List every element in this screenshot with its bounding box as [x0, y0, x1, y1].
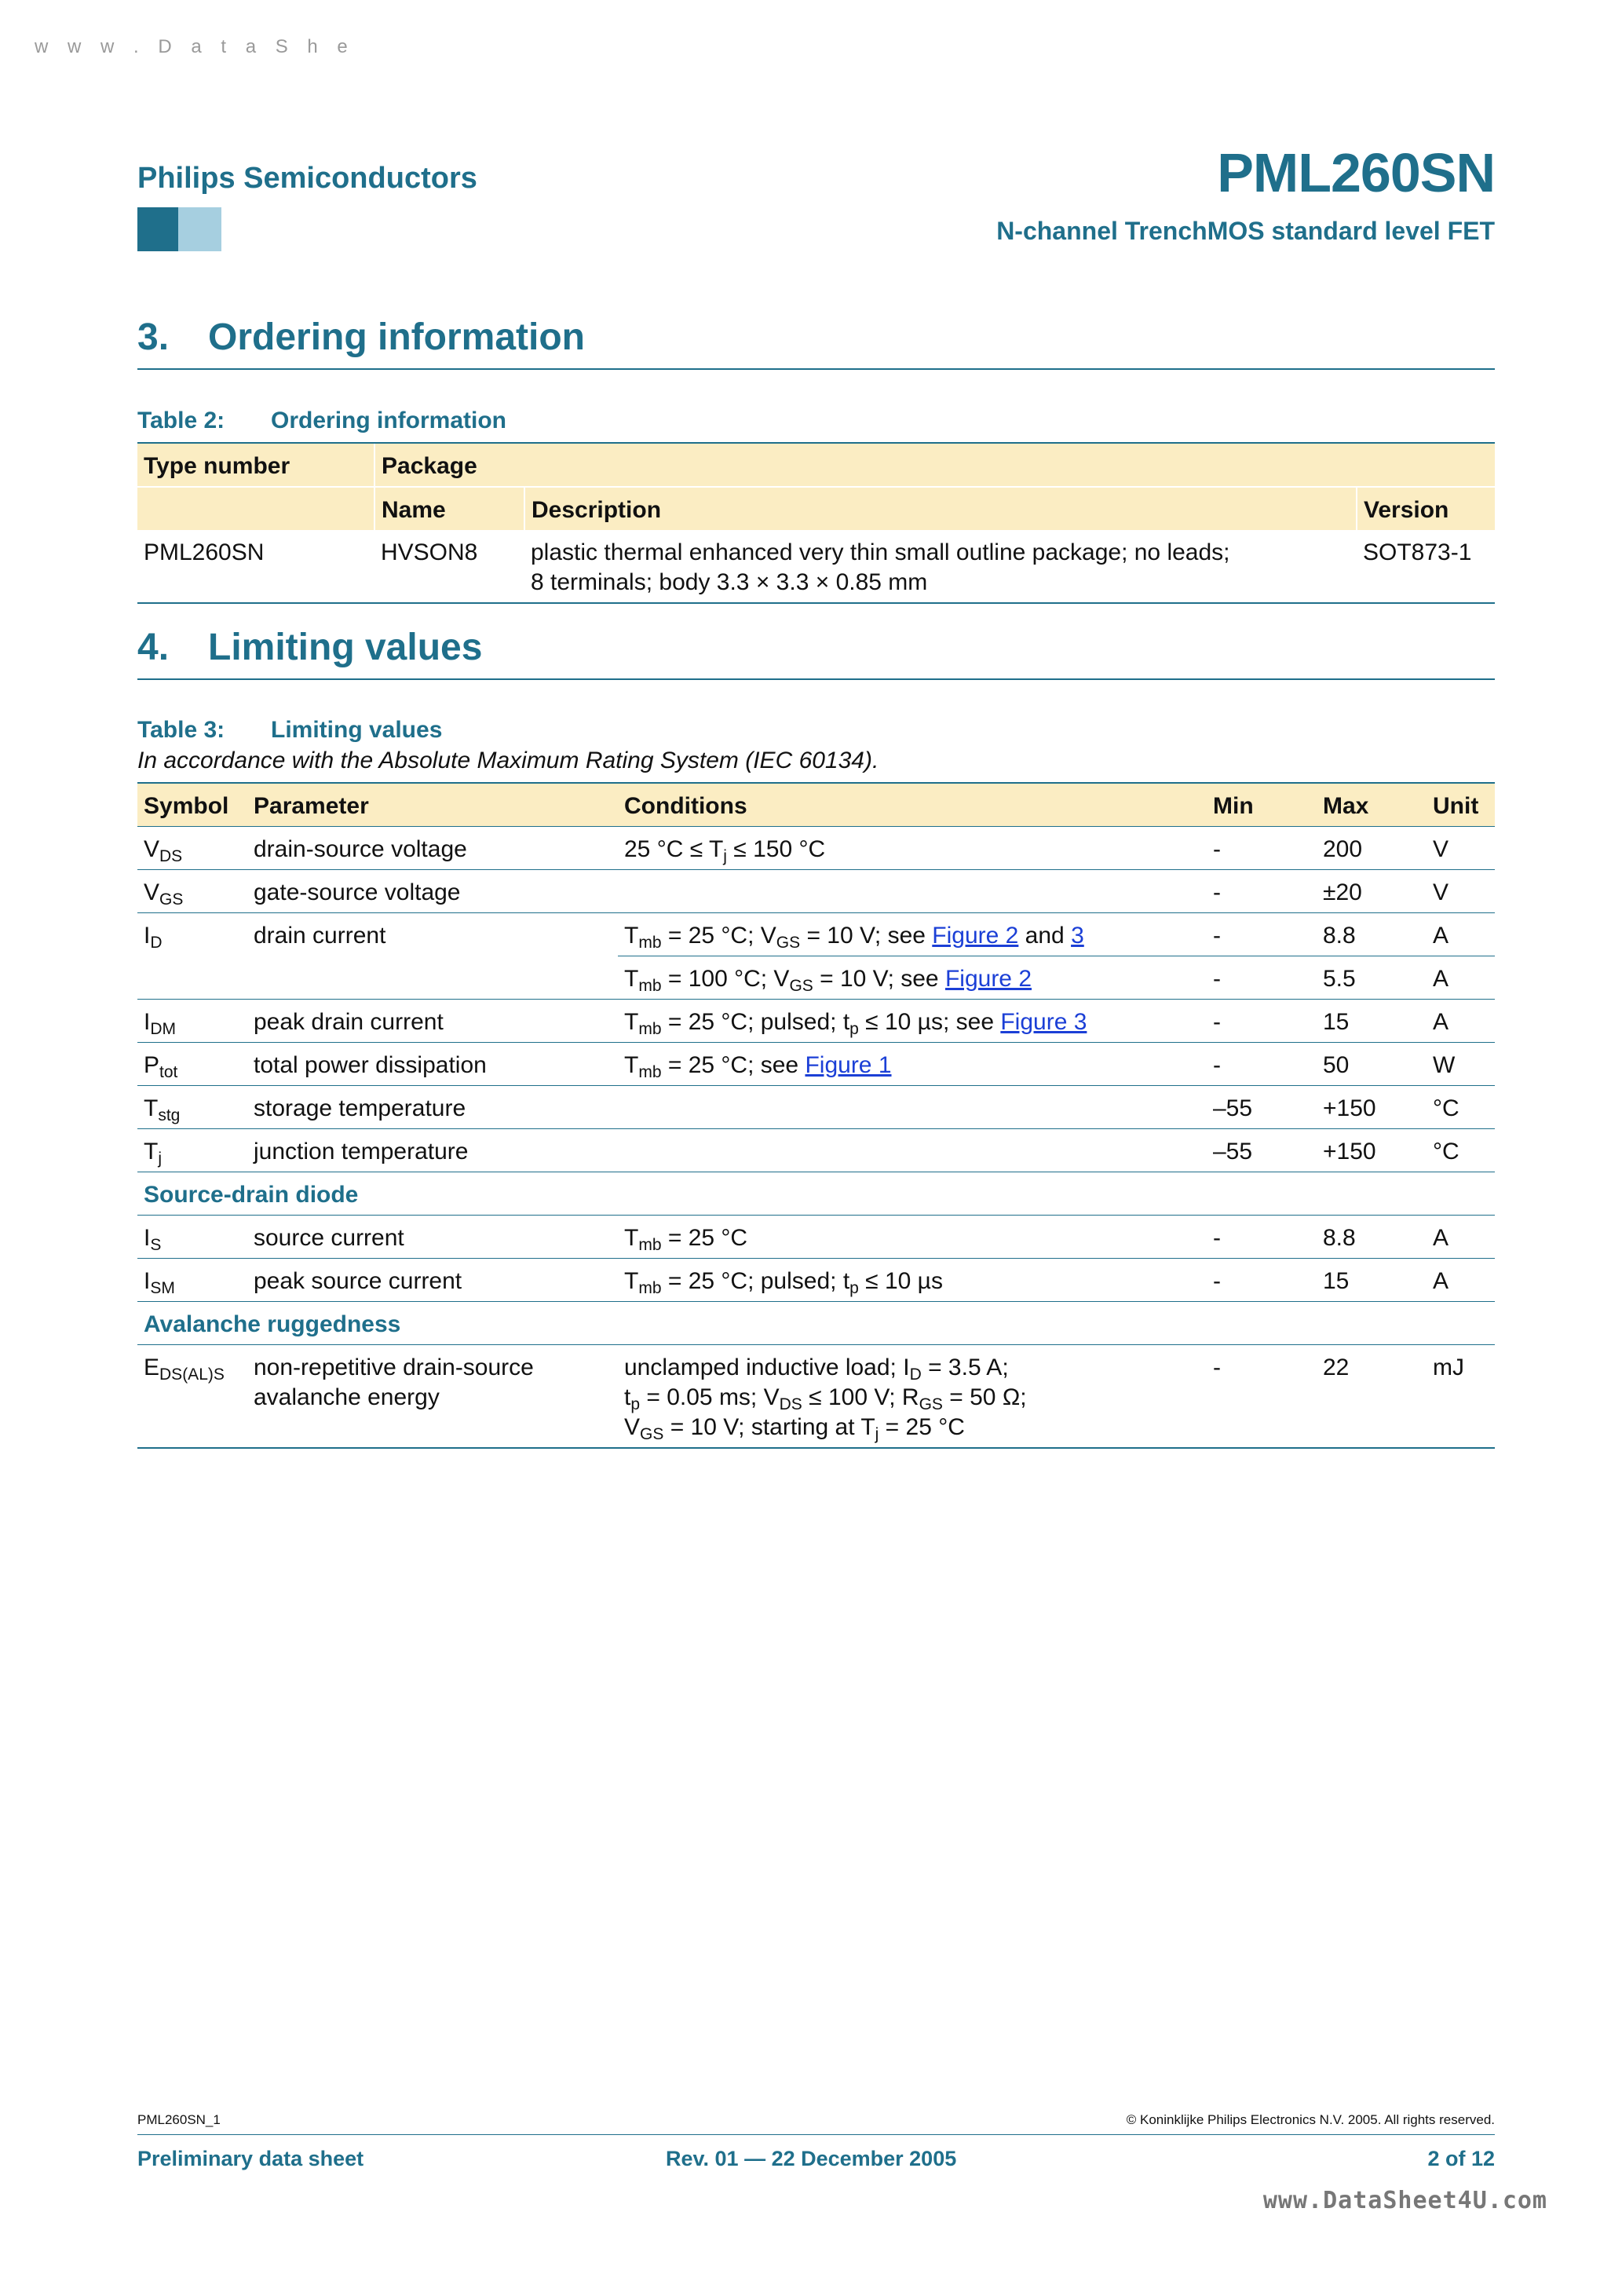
parameter-cell: gate-source voltage — [247, 870, 618, 913]
min-cell: - — [1207, 1000, 1317, 1043]
header-type-number: Type number — [137, 443, 374, 487]
subscript: j — [723, 847, 727, 865]
max-cell: +150 — [1317, 1086, 1427, 1129]
cell-description — [524, 530, 1357, 603]
text: = 25 °C; pulsed; t — [661, 1009, 850, 1035]
parameter-cell: junction temperature — [247, 1129, 618, 1172]
table-row — [137, 1216, 1495, 1259]
parameter-line-1: non-repetitive drain-source — [254, 1355, 534, 1380]
symbol: I — [144, 1225, 151, 1251]
text: T — [624, 1009, 639, 1035]
header-unit: Unit — [1427, 783, 1495, 827]
table-title: Limiting values — [271, 717, 443, 743]
unit-cell: A — [1427, 1259, 1495, 1302]
symbol-subscript: tot — [159, 1063, 178, 1081]
symbol-cell — [137, 1000, 247, 1043]
symbol: V — [144, 836, 160, 862]
header-parameter: Parameter — [247, 783, 618, 827]
section-rule — [137, 678, 1495, 680]
figure-3-link[interactable]: 3 — [1071, 923, 1084, 949]
header-version: Version — [1357, 487, 1495, 530]
table-title: Ordering information — [271, 408, 506, 433]
subscript: DS — [779, 1395, 802, 1413]
symbol: V — [144, 879, 160, 905]
product-subtitle: N-channel TrenchMOS standard level FET — [996, 217, 1495, 245]
unit-cell: °C — [1427, 1129, 1495, 1172]
footer-revision: Rev. 01 — 22 December 2005 — [666, 2147, 957, 2170]
product-title: PML260SN — [1217, 142, 1495, 203]
brand-block-dark — [137, 207, 178, 251]
text: = 0.05 ms; V — [640, 1384, 780, 1410]
unit-cell: A — [1427, 1000, 1495, 1043]
subscript: GS — [789, 977, 813, 995]
footer-rule — [137, 2134, 1495, 2135]
table-3-note: In accordance with the Absolute Maximum Rating System (IEC 60134). — [137, 748, 879, 773]
parameter-cell: source current — [247, 1216, 618, 1259]
text: = 25 °C; see — [661, 1052, 806, 1078]
watermark-top: w w w . D a t a S h e — [35, 36, 355, 57]
description-line-2: 8 terminals; body 3.3 × 3.3 × 0.85 mm — [531, 569, 928, 595]
parameter-cell: peak source current — [247, 1259, 618, 1302]
parameter-cell — [247, 1345, 618, 1449]
symbol-subscript: DM — [150, 1020, 177, 1038]
conditions-line-3 — [624, 1413, 1200, 1442]
max-cell: ±20 — [1317, 870, 1427, 913]
symbol-cell — [137, 827, 247, 870]
header-max: Max — [1317, 783, 1427, 827]
subsection-row — [137, 1302, 1495, 1345]
min-cell: - — [1207, 1216, 1317, 1259]
text: V — [624, 1414, 641, 1440]
header-min: Min — [1207, 783, 1317, 827]
footer-copyright: © Koninklijke Philips Electronics N.V. 2005. All rights reserved. — [1126, 2112, 1495, 2127]
table-row — [137, 870, 1495, 913]
text: and — [1018, 923, 1072, 949]
text: = 10 V; see — [813, 966, 945, 992]
unit-cell: A — [1427, 956, 1495, 1000]
text: = 25 °C; V — [661, 923, 776, 949]
header-symbol: Symbol — [137, 783, 247, 827]
symbol: E — [144, 1355, 160, 1380]
min-cell: –55 — [1207, 1129, 1317, 1172]
subscript: p — [849, 1020, 859, 1038]
symbol-cell — [137, 870, 247, 913]
table-row — [137, 913, 1495, 956]
subscript: mb — [638, 1279, 662, 1297]
table-3-caption — [137, 717, 442, 744]
symbol-cell — [137, 1259, 247, 1302]
text: ≤ 150 °C — [726, 836, 826, 862]
section-3-heading — [137, 316, 585, 359]
company-name: Philips Semiconductors — [137, 162, 477, 195]
symbol-subscript: DS — [159, 847, 183, 865]
symbol-cell — [137, 1345, 247, 1449]
avalanche-heading: Avalanche ruggedness — [137, 1302, 1495, 1345]
unit-cell: A — [1427, 913, 1495, 956]
max-cell: 15 — [1317, 1259, 1427, 1302]
cell-name: HVSON8 — [374, 530, 524, 603]
text: = 25 °C — [879, 1414, 965, 1440]
text: ≤ 10 µs — [858, 1268, 943, 1294]
symbol-subscript: j — [158, 1150, 162, 1168]
footer-page: 2 of 12 — [1427, 2147, 1495, 2170]
subscript: mb — [638, 977, 662, 995]
footer-status: Preliminary data sheet — [137, 2147, 364, 2170]
figure-2-link[interactable]: Figure 2 — [932, 923, 1019, 949]
text: T — [624, 1225, 639, 1251]
min-cell: - — [1207, 913, 1317, 956]
conditions-line-1 — [624, 1353, 1200, 1383]
max-cell: 22 — [1317, 1345, 1427, 1449]
text: = 25 °C; pulsed; t — [661, 1268, 850, 1294]
max-cell: +150 — [1317, 1129, 1427, 1172]
min-cell: –55 — [1207, 1086, 1317, 1129]
symbol-subscript: DS(AL)S — [159, 1366, 225, 1384]
symbol-subscript: GS — [159, 890, 184, 909]
text: ≤ 100 V; R — [802, 1384, 919, 1410]
subscript: mb — [638, 934, 662, 952]
table-row — [137, 827, 1495, 870]
subscript: D — [909, 1366, 922, 1384]
header-description: Description — [524, 487, 1357, 530]
unit-cell: W — [1427, 1043, 1495, 1086]
subscript: GS — [776, 934, 801, 952]
parameter-cell: drain-source voltage — [247, 827, 618, 870]
parameter-cell: storage temperature — [247, 1086, 618, 1129]
text: = 10 V; see — [800, 923, 933, 949]
symbol-cell — [137, 1129, 247, 1172]
unit-cell: V — [1427, 827, 1495, 870]
parameter-cell: total power dissipation — [247, 1043, 618, 1086]
table-row — [137, 1043, 1495, 1086]
cell-type-number: PML260SN — [137, 530, 374, 603]
symbol: I — [144, 1009, 151, 1035]
source-drain-heading: Source-drain diode — [137, 1172, 1495, 1216]
text: unclamped inductive load; I — [624, 1355, 910, 1380]
symbol-cell — [137, 1086, 247, 1129]
description-line-1: plastic thermal enhanced very thin small outline package; no leads; — [531, 539, 1230, 565]
conditions-cell — [618, 1345, 1207, 1449]
table-2-caption — [137, 408, 506, 434]
max-cell: 200 — [1317, 827, 1427, 870]
symbol: T — [144, 1095, 159, 1121]
parameter-cell: drain current — [247, 913, 618, 956]
table-row — [137, 956, 1495, 1000]
max-cell: 5.5 — [1317, 956, 1427, 1000]
header-package: Package — [374, 443, 1495, 487]
max-cell: 8.8 — [1317, 1216, 1427, 1259]
text: T — [624, 1052, 639, 1078]
min-cell: - — [1207, 956, 1317, 1000]
conditions-cell — [618, 1086, 1207, 1129]
table-row — [137, 1129, 1495, 1172]
watermark-bottom: www.DataSheet4U.com — [1262, 2187, 1547, 2214]
symbol: I — [144, 923, 151, 949]
conditions-cell — [618, 1216, 1207, 1259]
unit-cell: A — [1427, 1216, 1495, 1259]
symbol-subscript: D — [150, 934, 163, 952]
subscript: p — [630, 1395, 641, 1413]
figure-2-link[interactable]: Figure 2 — [944, 966, 1032, 992]
subscript: GS — [640, 1425, 664, 1443]
parameter-cell — [247, 956, 618, 1000]
text: = 25 °C — [661, 1225, 748, 1251]
conditions-cell — [618, 913, 1207, 956]
footer-doc-id: PML260SN_1 — [137, 2112, 221, 2127]
min-cell: - — [1207, 1345, 1317, 1449]
parameter-cell: peak drain current — [247, 1000, 618, 1043]
text: T — [624, 1268, 639, 1294]
table-label: Table 3: — [137, 717, 225, 743]
table-row — [137, 1259, 1495, 1302]
conditions-cell — [618, 1129, 1207, 1172]
subscript: j — [875, 1425, 879, 1443]
conditions-cell — [618, 1043, 1207, 1086]
text: ≤ 10 µs; see — [858, 1009, 1001, 1035]
conditions-cell — [618, 827, 1207, 870]
section-number: 3. — [137, 316, 170, 358]
text: = 3.5 A; — [921, 1355, 1009, 1380]
cell-version: SOT873-1 — [1357, 530, 1495, 603]
subscript: mb — [638, 1236, 662, 1254]
section-title: Ordering information — [208, 316, 585, 358]
header-blank — [137, 487, 374, 530]
ordering-table — [137, 442, 1495, 604]
table-row — [137, 530, 1495, 603]
conditions-cell — [618, 956, 1207, 1000]
subsection-row — [137, 1172, 1495, 1216]
figure-3-link[interactable]: Figure 3 — [1000, 1009, 1087, 1035]
section-title: Limiting values — [208, 627, 483, 668]
section-4-heading — [137, 626, 482, 669]
symbol-cell — [137, 913, 247, 956]
text: = 50 Ω; — [942, 1384, 1027, 1410]
text: T — [624, 966, 639, 992]
text: = 100 °C; V — [661, 966, 790, 992]
brand-block-light — [178, 207, 221, 251]
unit-cell: V — [1427, 870, 1495, 913]
symbol-subscript: S — [150, 1236, 162, 1254]
parameter-line-2: avalanche energy — [254, 1384, 440, 1410]
symbol-subscript: SM — [150, 1279, 175, 1297]
table-label: Table 2: — [137, 408, 225, 433]
conditions-cell — [618, 1259, 1207, 1302]
unit-cell: °C — [1427, 1086, 1495, 1129]
limiting-values-table — [137, 782, 1495, 1449]
header-conditions: Conditions — [618, 783, 1207, 827]
text: t — [624, 1384, 631, 1410]
subscript: mb — [638, 1063, 662, 1081]
conditions-cell — [618, 1000, 1207, 1043]
section-rule — [137, 368, 1495, 370]
max-cell: 50 — [1317, 1043, 1427, 1086]
conditions-line-2 — [624, 1383, 1200, 1413]
min-cell: - — [1207, 827, 1317, 870]
max-cell: 15 — [1317, 1000, 1427, 1043]
section-number: 4. — [137, 627, 170, 668]
min-cell: - — [1207, 870, 1317, 913]
min-cell: - — [1207, 1259, 1317, 1302]
table-row — [137, 1086, 1495, 1129]
min-cell: - — [1207, 1043, 1317, 1086]
subscript: mb — [638, 1020, 662, 1038]
symbol: P — [144, 1052, 160, 1078]
figure-1-link[interactable]: Figure 1 — [805, 1052, 892, 1078]
conditions-cell — [618, 870, 1207, 913]
text: 25 °C ≤ T — [624, 836, 724, 862]
max-cell: 8.8 — [1317, 913, 1427, 956]
symbol-cell — [137, 956, 247, 1000]
symbol: T — [144, 1139, 159, 1164]
text: = 10 V; starting at T — [663, 1414, 875, 1440]
symbol-subscript: stg — [158, 1106, 181, 1124]
table-row — [137, 1000, 1495, 1043]
symbol-cell — [137, 1216, 247, 1259]
symbol-cell — [137, 1043, 247, 1086]
symbol: I — [144, 1268, 151, 1294]
table-row — [137, 1345, 1495, 1449]
header-name: Name — [374, 487, 524, 530]
subscript: p — [849, 1279, 859, 1297]
text: T — [624, 923, 639, 949]
unit-cell: mJ — [1427, 1345, 1495, 1449]
subscript: GS — [919, 1395, 943, 1413]
